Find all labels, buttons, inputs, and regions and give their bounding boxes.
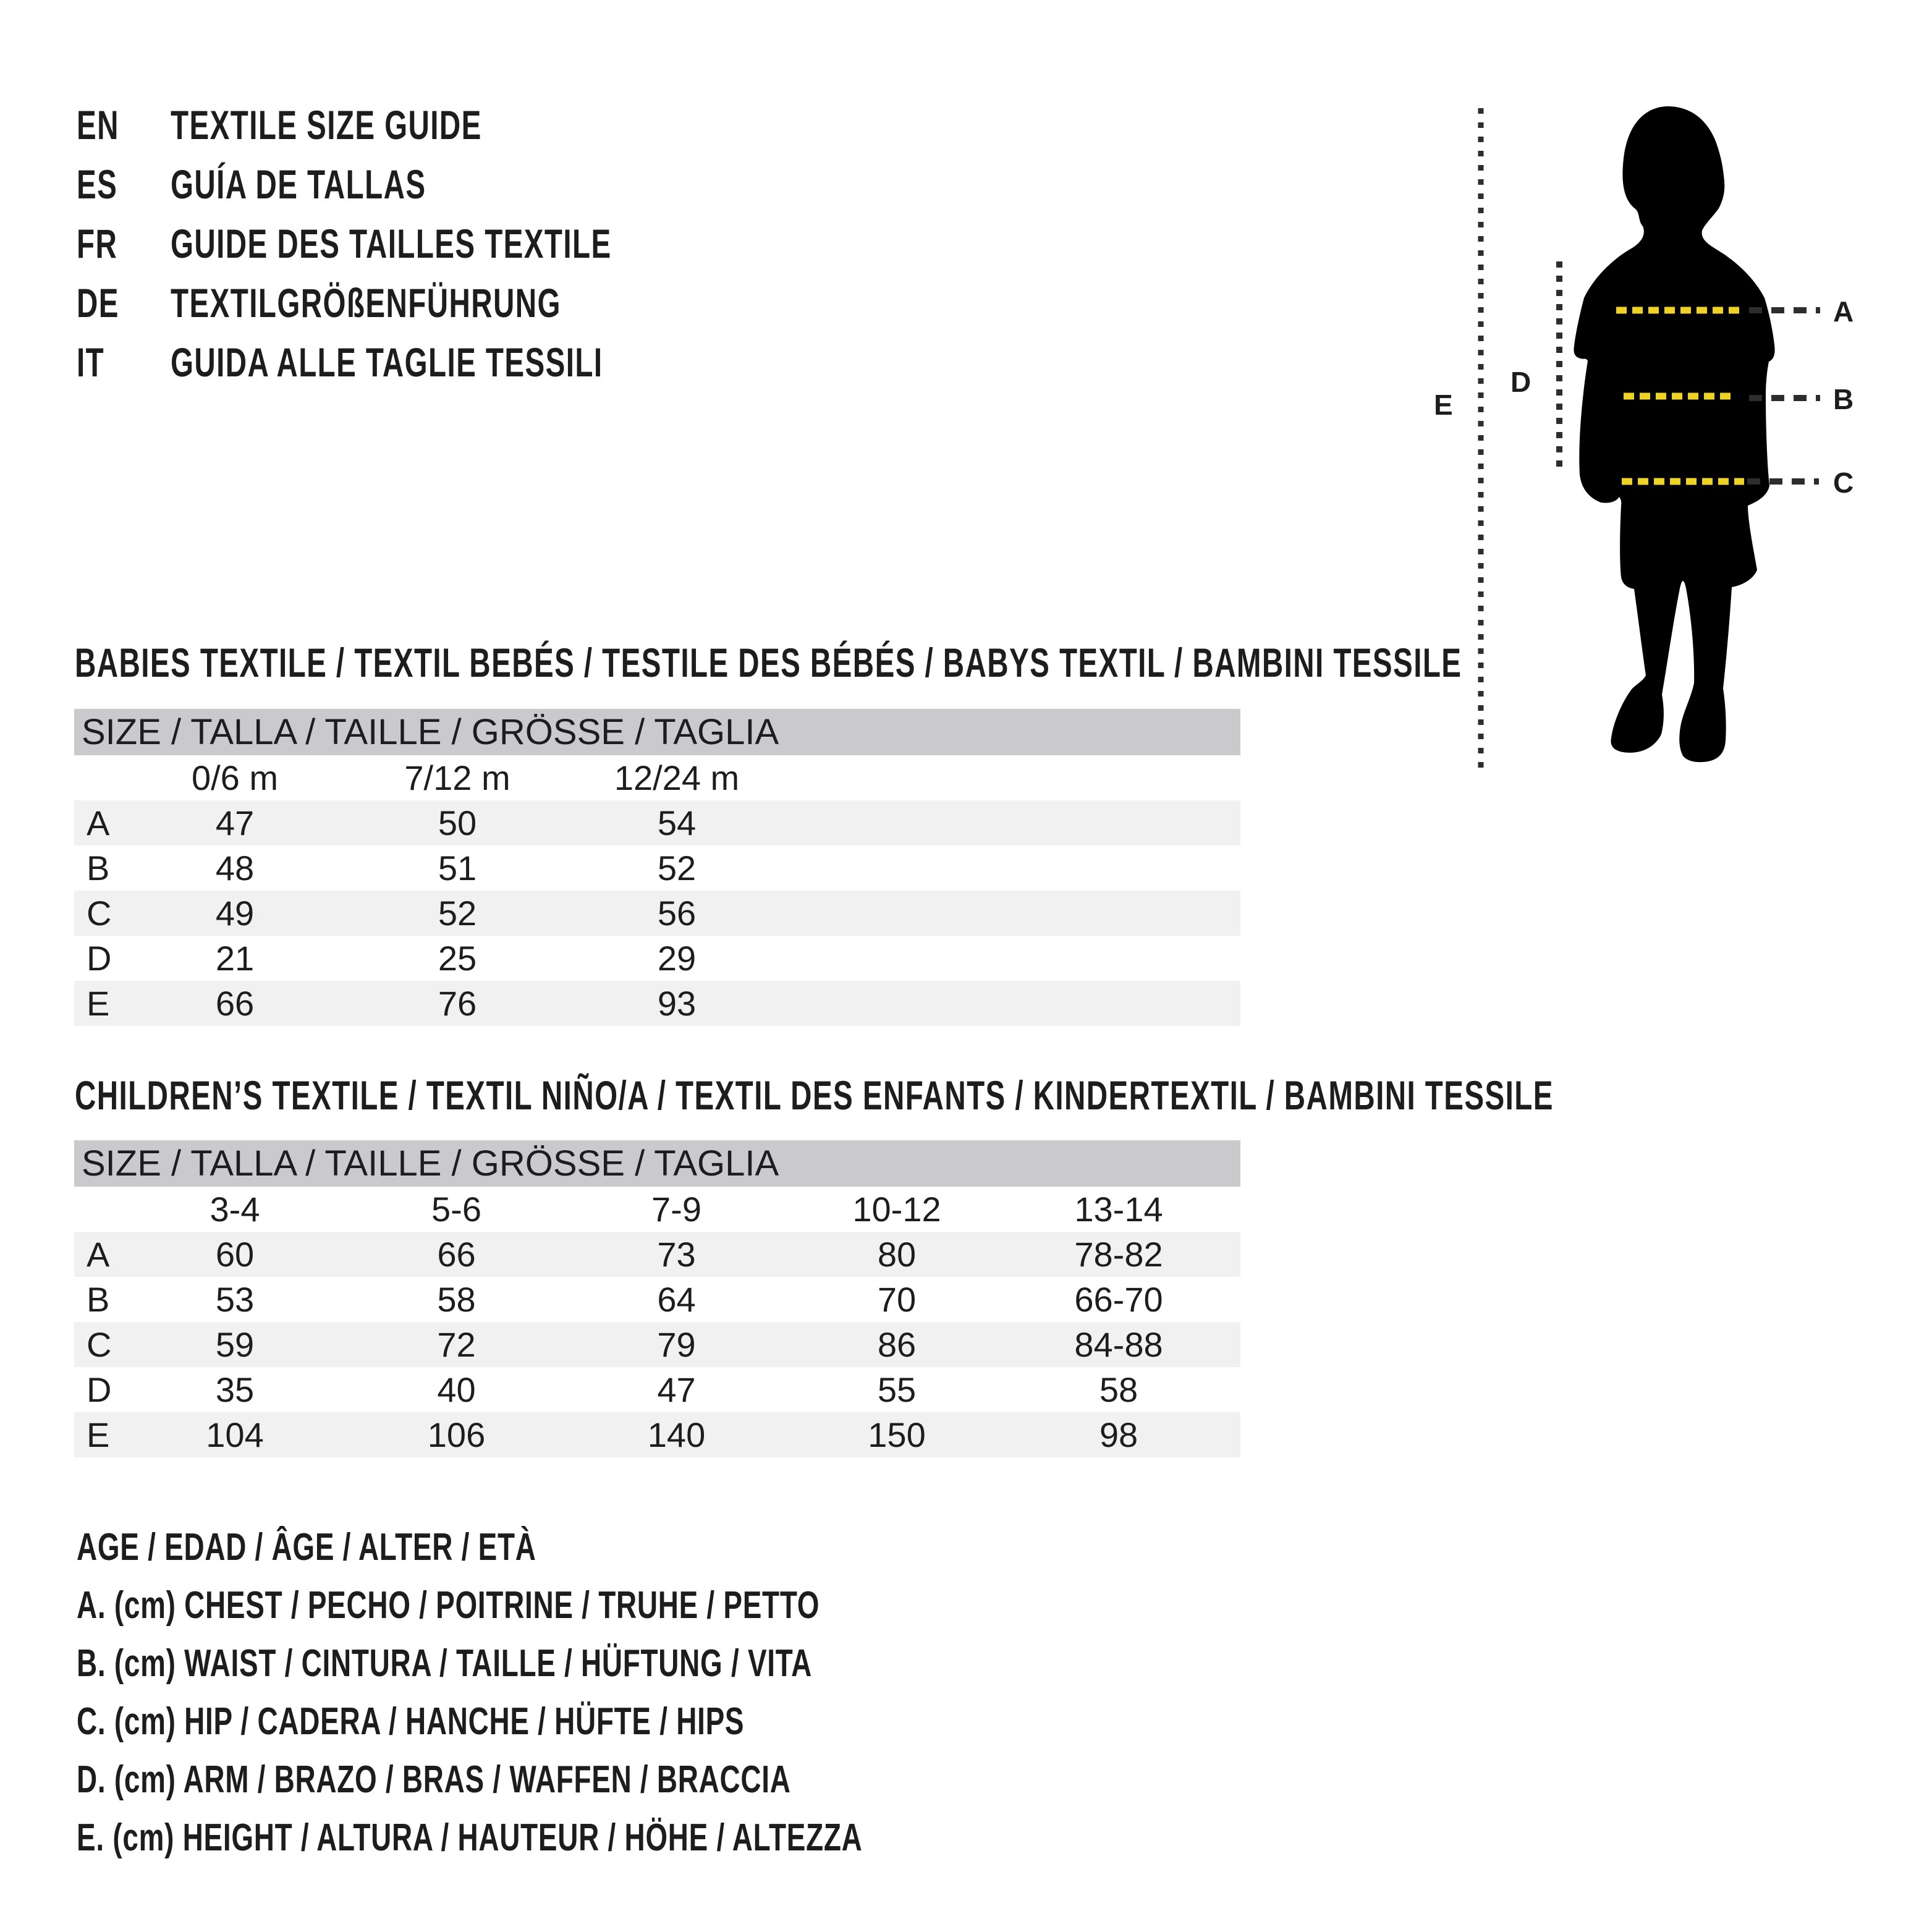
table-cell: 66-70: [1074, 1280, 1163, 1319]
table-cell: 51: [438, 849, 477, 888]
table-cell: 25: [438, 939, 477, 978]
child-measurement-figure: [1409, 93, 1932, 791]
table-cell: 49: [215, 894, 255, 933]
children-size-header-bar: [74, 1140, 1240, 1187]
table-cell: 98: [1099, 1415, 1138, 1454]
table-cell: 53: [215, 1280, 255, 1319]
table-row: [74, 1277, 1240, 1322]
table-cell: 106: [427, 1415, 486, 1454]
table-row: [74, 936, 1240, 981]
column-header: 5-6: [431, 1190, 481, 1229]
babies-size-table: [74, 755, 1240, 1026]
language-title: TEXTILE SIZE GUIDE: [171, 102, 482, 148]
children-section-title: CHILDREN’S TEXTILE / TEXTIL NIÑO/A / TEXTIL DES ENFANTS / KINDERTEXTIL / BAMBINI TESSILE: [75, 1072, 1554, 1118]
row-label: C: [87, 894, 112, 933]
babies-size-header-label: SIZE / TALLA / TAILLE / GRÖSSE / TAGLIA: [82, 712, 779, 752]
figure-label-b: B: [1833, 383, 1854, 415]
table-cell: 78-82: [1074, 1235, 1163, 1274]
language-title: TEXTILGRÖßENFÜHRUNG: [171, 280, 561, 326]
language-code: IT: [77, 339, 105, 385]
table-cell: 79: [657, 1325, 696, 1364]
table-cell: 52: [657, 849, 697, 888]
table-cell: 47: [657, 1370, 696, 1409]
table-cell: 93: [657, 984, 697, 1023]
table-cell: 60: [215, 1235, 255, 1274]
babies-section-title: BABIES TEXTILE / TEXTIL BEBÉS / TESTILE DES BÉBÉS / BABYS TEXTIL / BAMBINI TESSILE: [75, 640, 1462, 685]
row-label: D: [87, 1370, 112, 1409]
legend-hip: C. (cm) HIP / CADERA / HANCHE / HÜFTE / HIPS: [77, 1700, 745, 1743]
table-cell: 59: [215, 1325, 255, 1364]
measurement-legend: [77, 1519, 1138, 1867]
table-cell: 150: [868, 1415, 926, 1454]
babies-size-header-bar: [74, 709, 1240, 755]
table-cell: 56: [657, 894, 697, 933]
children-size-table: [74, 1187, 1240, 1457]
row-label: A: [87, 1235, 110, 1274]
table-cell: 50: [438, 803, 477, 842]
legend-waist: B. (cm) WAIST / CINTURA / TAILLE / HÜFTUNG / VITA: [77, 1642, 813, 1685]
figure-label-e: E: [1434, 389, 1453, 421]
column-header: 0/6 m: [191, 758, 279, 797]
table-cell: 55: [877, 1370, 917, 1409]
row-label: E: [87, 984, 110, 1023]
table-row: [74, 800, 1240, 845]
table-cell: 140: [647, 1415, 706, 1454]
row-label: A: [87, 803, 110, 842]
table-row: [74, 1367, 1240, 1412]
figure-label-a: A: [1833, 295, 1854, 328]
row-label: B: [87, 1280, 110, 1319]
legend-age: AGE / EDAD / ÂGE / ALTER / ETÀ: [77, 1526, 536, 1569]
row-label: C: [87, 1325, 112, 1364]
language-code: DE: [77, 280, 119, 326]
table-cell: 80: [877, 1235, 917, 1274]
row-label: B: [87, 849, 110, 888]
table-cell: 54: [657, 803, 697, 842]
language-title: GUÍA DE TALLAS: [171, 161, 426, 207]
legend-arm: D. (cm) ARM / BRAZO / BRAS / WAFFEN / BRACCIA: [77, 1758, 791, 1801]
table-cell: 86: [877, 1325, 917, 1364]
figure-label-d: D: [1510, 366, 1532, 398]
row-label: D: [87, 939, 112, 978]
table-row: [74, 1322, 1240, 1367]
table-cell: 72: [437, 1325, 476, 1364]
column-header: 10-12: [852, 1190, 941, 1229]
table-row: [74, 891, 1240, 936]
table-cell: 35: [215, 1370, 255, 1409]
language-code: FR: [77, 221, 118, 266]
table-cell: 66: [437, 1235, 476, 1274]
language-code: ES: [77, 161, 118, 207]
table-cell: 40: [437, 1370, 476, 1409]
table-row: [74, 1232, 1240, 1277]
language-title: GUIDE DES TAILLES TEXTILE: [171, 221, 612, 266]
language-code: EN: [77, 102, 119, 148]
table-cell: 48: [215, 849, 255, 888]
column-header: 3-4: [210, 1190, 260, 1229]
column-header: 7-9: [651, 1190, 701, 1229]
table-cell: 58: [437, 1280, 476, 1319]
table-header-row: [74, 755, 1240, 800]
legend-chest: A. (cm) CHEST / PECHO / POITRINE / TRUHE / PETTO: [77, 1584, 820, 1627]
column-header: 13-14: [1074, 1190, 1163, 1229]
row-label: E: [87, 1415, 110, 1454]
column-header: 7/12 m: [404, 758, 511, 797]
table-row: [74, 845, 1240, 891]
table-cell: 66: [215, 984, 255, 1023]
table-cell: 21: [215, 939, 255, 978]
table-cell: 70: [877, 1280, 917, 1319]
table-cell: 64: [657, 1280, 696, 1319]
legend-height: E. (cm) HEIGHT / ALTURA / HAUTEUR / HÖHE / ALTEZZA: [77, 1816, 863, 1859]
language-title: GUIDA ALLE TAGLIE TESSILI: [171, 339, 603, 385]
table-row: [74, 981, 1240, 1026]
table-cell: 52: [438, 894, 477, 933]
figure-label-c: C: [1833, 467, 1854, 499]
children-size-header-label: SIZE / TALLA / TAILLE / GRÖSSE / TAGLIA: [82, 1143, 779, 1184]
table-cell: 47: [215, 803, 255, 842]
table-cell: 104: [206, 1415, 264, 1454]
table-cell: 58: [1099, 1370, 1138, 1409]
table-cell: 84-88: [1074, 1325, 1163, 1364]
table-header-row: [74, 1187, 1240, 1232]
column-header: 12/24 m: [614, 758, 740, 797]
table-cell: 29: [657, 939, 697, 978]
table-cell: 73: [657, 1235, 696, 1274]
table-cell: 76: [438, 984, 477, 1023]
table-row: [74, 1412, 1240, 1457]
